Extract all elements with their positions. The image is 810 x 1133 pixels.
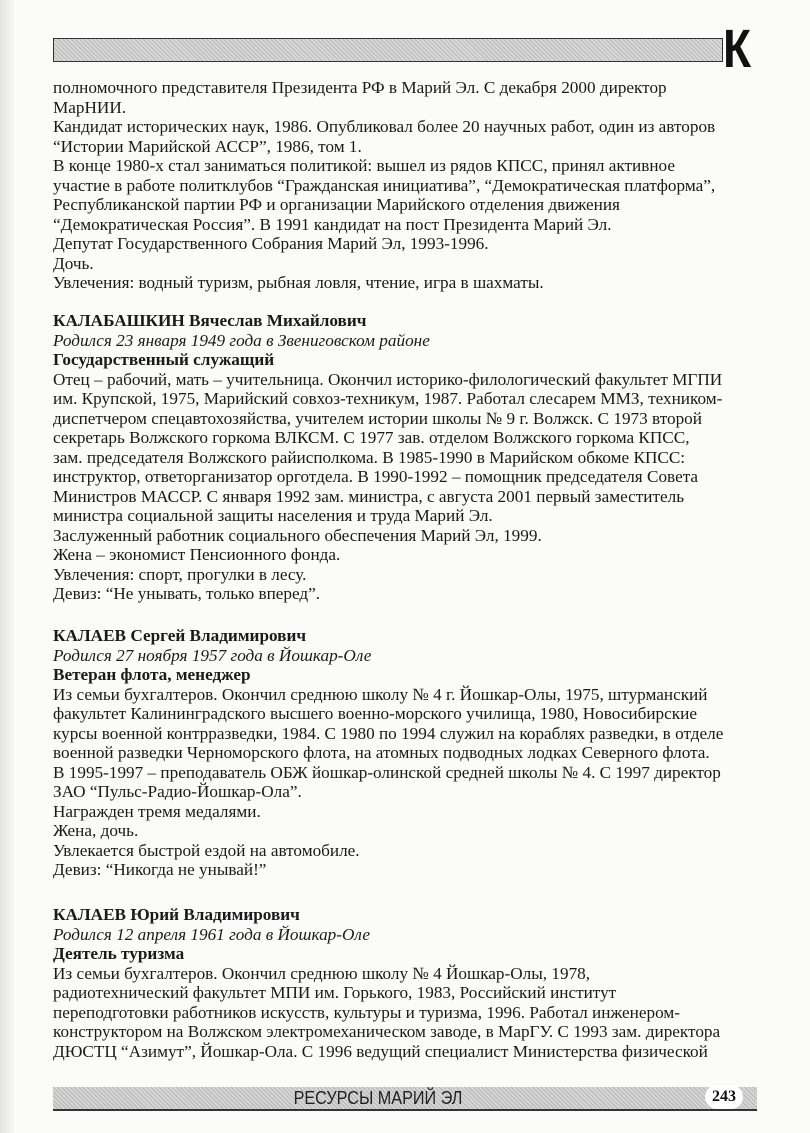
intro-text (53, 78, 715, 293)
person-name: КАЛАЕВ Сергей Владимирович (53, 626, 307, 645)
text-line: Отец – рабочий, мать – учительница. Окончил историко-филологический факультет МГПИ (53, 369, 723, 389)
text-line: В конце 1980-х стал заниматься политикой: вышел из рядов КПСС, принял активное (53, 156, 675, 175)
text-line: министра социальной защиты населения и труда Марий Эл. (53, 506, 493, 525)
text-line: Награжден тремя медалями. (53, 801, 261, 821)
text-line: ДЮСТЦ “Азимут”, Йошкар-Ола. С 1996 ведущий специалист Министерства физической (53, 1041, 708, 1061)
text-line: Жена, дочь. (53, 821, 139, 840)
text-line: МарНИИ. (53, 97, 127, 117)
text-line: диспетчером спецавтохозяйства, учителем истории школы № 9 г. Волжск. С 1973 второй (53, 408, 702, 428)
text-line: Дочь. (53, 253, 94, 273)
text-line: Республиканской партии РФ и организации Марийского отделения движения (53, 195, 620, 214)
header-bar (53, 38, 723, 62)
birth-info: Родился 27 ноября 1957 года в Йошкар-Оле (53, 645, 372, 665)
text-line: переподготовки работников искусств, культуры и туризма, 1996. Работал инженером- (53, 1002, 680, 1022)
footer-title: РЕСУРСЫ МАРИЙ ЭЛ (293, 1088, 463, 1108)
text-line: военной разведки Черноморского флота, на атомных подводных лодках Северного флота. (53, 743, 710, 762)
text-line: радиотехнический факультет МПИ им. Горького, 1983, Российский институт (53, 983, 617, 1002)
text-line: конструктором на Волжском электромеханическом заводе, в МарГУ. С 1993 зам. директора (53, 1022, 721, 1041)
page-number: 243 (705, 1085, 743, 1109)
person-name: КАЛАЕВ Юрий Владимирович (53, 905, 300, 924)
section-letter: К (723, 19, 752, 79)
text-line: Жена – экономист Пенсионного фонда. (53, 545, 341, 564)
text-line: полномочного представителя Президента РФ в Марий Эл. С декабря 2000 директор (53, 78, 667, 97)
text-line: им. Крупской, 1975, Марийский совхоз-техникум, 1987. Работал слесарем ММЗ, техником- (53, 389, 723, 408)
person-role: Ветеран флота, менеджер (53, 665, 251, 684)
text-line: зам. председателя Волжского райисполкома. В 1985-1990 в Марийском обкоме КПСС: (53, 447, 686, 467)
text-line: участие в работе политклубов “Гражданская инициатива”, “Демократическая платформа”, (53, 175, 716, 195)
text-line: Увлечения: спорт, прогулки в лесу. (53, 564, 307, 584)
text-line: Увлечения: водный туризм, рыбная ловля, чтение, игра в шахматы. (53, 273, 544, 292)
person-role: Деятель туризма (53, 944, 185, 963)
text-line: инструктор, ответорганизатор орготдела. В 1990-1992 – помощник председателя Совета (53, 467, 699, 486)
entry-kalabashkin (53, 311, 722, 604)
text-line: “Демократическая Россия”. В 1991 кандидат на пост Президента Марий Эл. (53, 214, 612, 234)
text-line: Заслуженный работник социального обеспечения Марий Эл, 1999. (53, 525, 542, 545)
entry-kalaev-yuri (53, 905, 720, 1061)
text-line: Из семьи бухгалтеров. Окончил среднюю школу № 4 г. Йошкар-Олы, 1975, штурманский (53, 684, 708, 704)
scan-edge (0, 0, 14, 1133)
person-role: Государственный служащий (53, 350, 275, 369)
text-line: “Истории Марийской АССР”, 1986, том 1. (53, 136, 362, 156)
text-line: Из семьи бухгалтеров. Окончил среднюю школу № 4 Йошкар-Олы, 1978, (53, 963, 591, 983)
text-line: Кандидат исторических наук, 1986. Опубликовал более 20 научных работ, один из авторов (53, 117, 716, 136)
text-line: факультет Калининградского высшего военно-морского училища, 1980, Новосибирские (53, 704, 697, 723)
text-line: курсы военной контрразведки, 1984. С 1980 по 1994 служил на кораблях разведки, в отделе (53, 723, 724, 743)
birth-info: Родился 12 апреля 1961 года в Йошкар-Оле (53, 924, 370, 944)
birth-info: Родился 23 января 1949 года в Звениговском районе (53, 330, 430, 350)
text-line: Министров МАССР. С января 1992 зам. министра, с августа 2001 первый заместитель (53, 486, 685, 506)
text-line: ЗАО “Пульс-Радио-Йошкар-Ола”. (53, 782, 302, 801)
text-line: Девиз: “Не унывать, только вперед”. (53, 584, 321, 603)
entry-kalaev-sergey (53, 626, 723, 880)
footer-bar (53, 1087, 757, 1111)
text-line: Девиз: “Никогда не унывай!” (53, 860, 267, 879)
person-name: КАЛАБАШКИН Вячеслав Михайлович (53, 311, 367, 330)
text-line: секретарь Волжского горкома ВЛКСМ. С 1977 зав. отделом Волжского горкома КПСС, (53, 428, 690, 447)
text-line: Увлекается быстрой ездой на автомобиле. (53, 840, 360, 860)
text-line: В 1995-1997 – преподаватель ОБЖ йошкар-олинской средней школы № 4. С 1997 директор (53, 762, 721, 782)
text-line: Депутат Государственного Собрания Марий Эл, 1993-1996. (53, 234, 489, 253)
